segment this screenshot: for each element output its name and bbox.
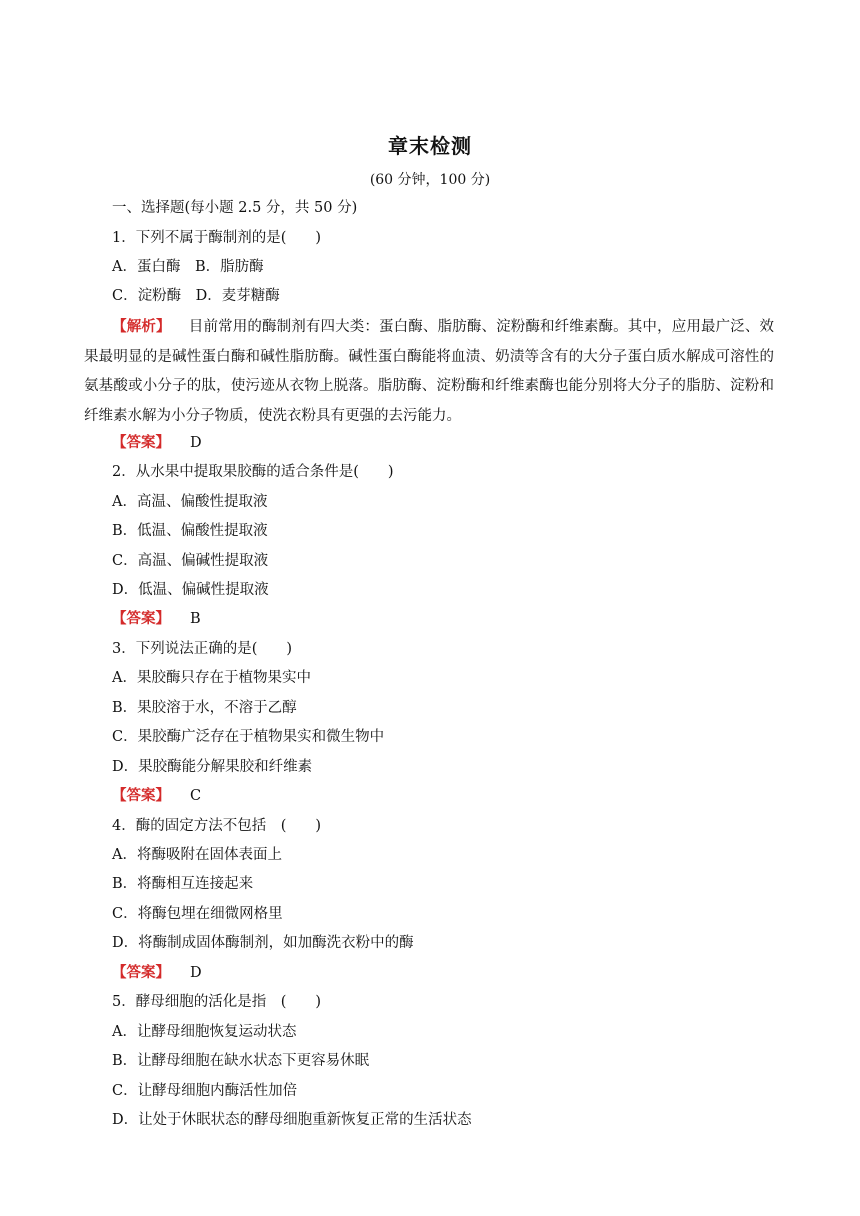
question-4-option-c: C．将酶包埋在细微网格里 xyxy=(112,906,283,922)
page-subtitle: (60 分钟，100 分) xyxy=(369,172,491,188)
question-4-answer xyxy=(112,963,202,983)
section-heading: 一、选择题(每小题 2.5 分，共 50 分) xyxy=(112,200,358,216)
question-3-option-d: D．果胶酶能分解果胶和纤维素 xyxy=(112,759,313,775)
question-3-option-c: C．果胶酶广泛存在于植物果实和微生物中 xyxy=(112,729,385,745)
question-2-option-b: B．低温、偏酸性提取液 xyxy=(112,523,268,539)
question-1-analysis xyxy=(84,312,774,431)
page-title: 章末检测 xyxy=(388,134,472,158)
question-5-option-b: B．让酵母细胞在缺水状态下更容易休眠 xyxy=(112,1053,370,1069)
answer-value: D xyxy=(190,965,202,981)
question-5-option-c: C．让酵母细胞内酶活性加倍 xyxy=(112,1083,298,1099)
question-5-option-d: D．让处于休眠状态的酵母细胞重新恢复正常的生活状态 xyxy=(112,1112,472,1128)
question-4-option-d: D．将酶制成固体酶制剂，如加酶洗衣粉中的酶 xyxy=(112,935,414,951)
question-2-stem: 2．从水果中提取果胶酶的适合条件是( ) xyxy=(112,464,394,480)
question-1-stem: 1．下列不属于酶制剂的是( ) xyxy=(112,230,322,246)
answer-tag: 【答案】 xyxy=(112,434,170,451)
question-3-option-a: A．果胶酶只存在于植物果实中 xyxy=(112,670,311,686)
question-5-option-a: A．让酵母细胞恢复运动状态 xyxy=(112,1024,297,1040)
question-3-stem: 3．下列说法正确的是( ) xyxy=(112,641,293,657)
answer-value: D xyxy=(190,435,202,451)
question-2-option-d: D．低温、偏碱性提取液 xyxy=(112,582,269,598)
question-1-options-row1: A．蛋白酶 B．脂肪酶 xyxy=(112,259,264,275)
question-4-stem: 4．酶的固定方法不包括 ( ) xyxy=(112,818,322,834)
analysis-text: 目前常用的酶制剂有四大类：蛋白酶、脂肪酶、淀粉酶和纤维素酶。其中，应用最广泛、效果最明显的是碱性蛋白酶和碱性脂肪酶。碱性蛋白酶能将血渍、奶渍等含有的大分子蛋白质水解成可溶性的氨基酸或小分子的肽，使污迹从衣物上脱落。脂肪酶、淀粉酶和纤维素酶也能分别将大分子的脂肪、淀粉和纤维素水解为小分子物质，使洗衣粉具有更强的去污能力。 xyxy=(84,319,775,424)
question-1-answer xyxy=(112,433,202,453)
question-2-answer xyxy=(112,609,201,629)
question-1-options-row2: C．淀粉酶 D．麦芽糖酶 xyxy=(112,288,280,304)
question-3-option-b: B．果胶溶于水，不溶于乙醇 xyxy=(112,700,297,716)
answer-value: C xyxy=(190,788,202,804)
question-4-option-a: A．将酶吸附在固体表面上 xyxy=(112,847,282,863)
answer-tag: 【答案】 xyxy=(112,964,170,981)
answer-tag: 【答案】 xyxy=(112,787,170,804)
question-2-option-a: A．高温、偏酸性提取液 xyxy=(112,494,268,510)
question-4-option-b: B．将酶相互连接起来 xyxy=(112,876,254,892)
answer-tag: 【答案】 xyxy=(112,610,170,627)
answer-value: B xyxy=(190,611,201,627)
question-2-option-c: C．高温、偏碱性提取液 xyxy=(112,553,269,569)
question-5-stem: 5．酵母细胞的活化是指 ( ) xyxy=(112,994,322,1010)
analysis-tag: 【解析】 xyxy=(112,318,171,335)
question-3-answer xyxy=(112,786,201,806)
